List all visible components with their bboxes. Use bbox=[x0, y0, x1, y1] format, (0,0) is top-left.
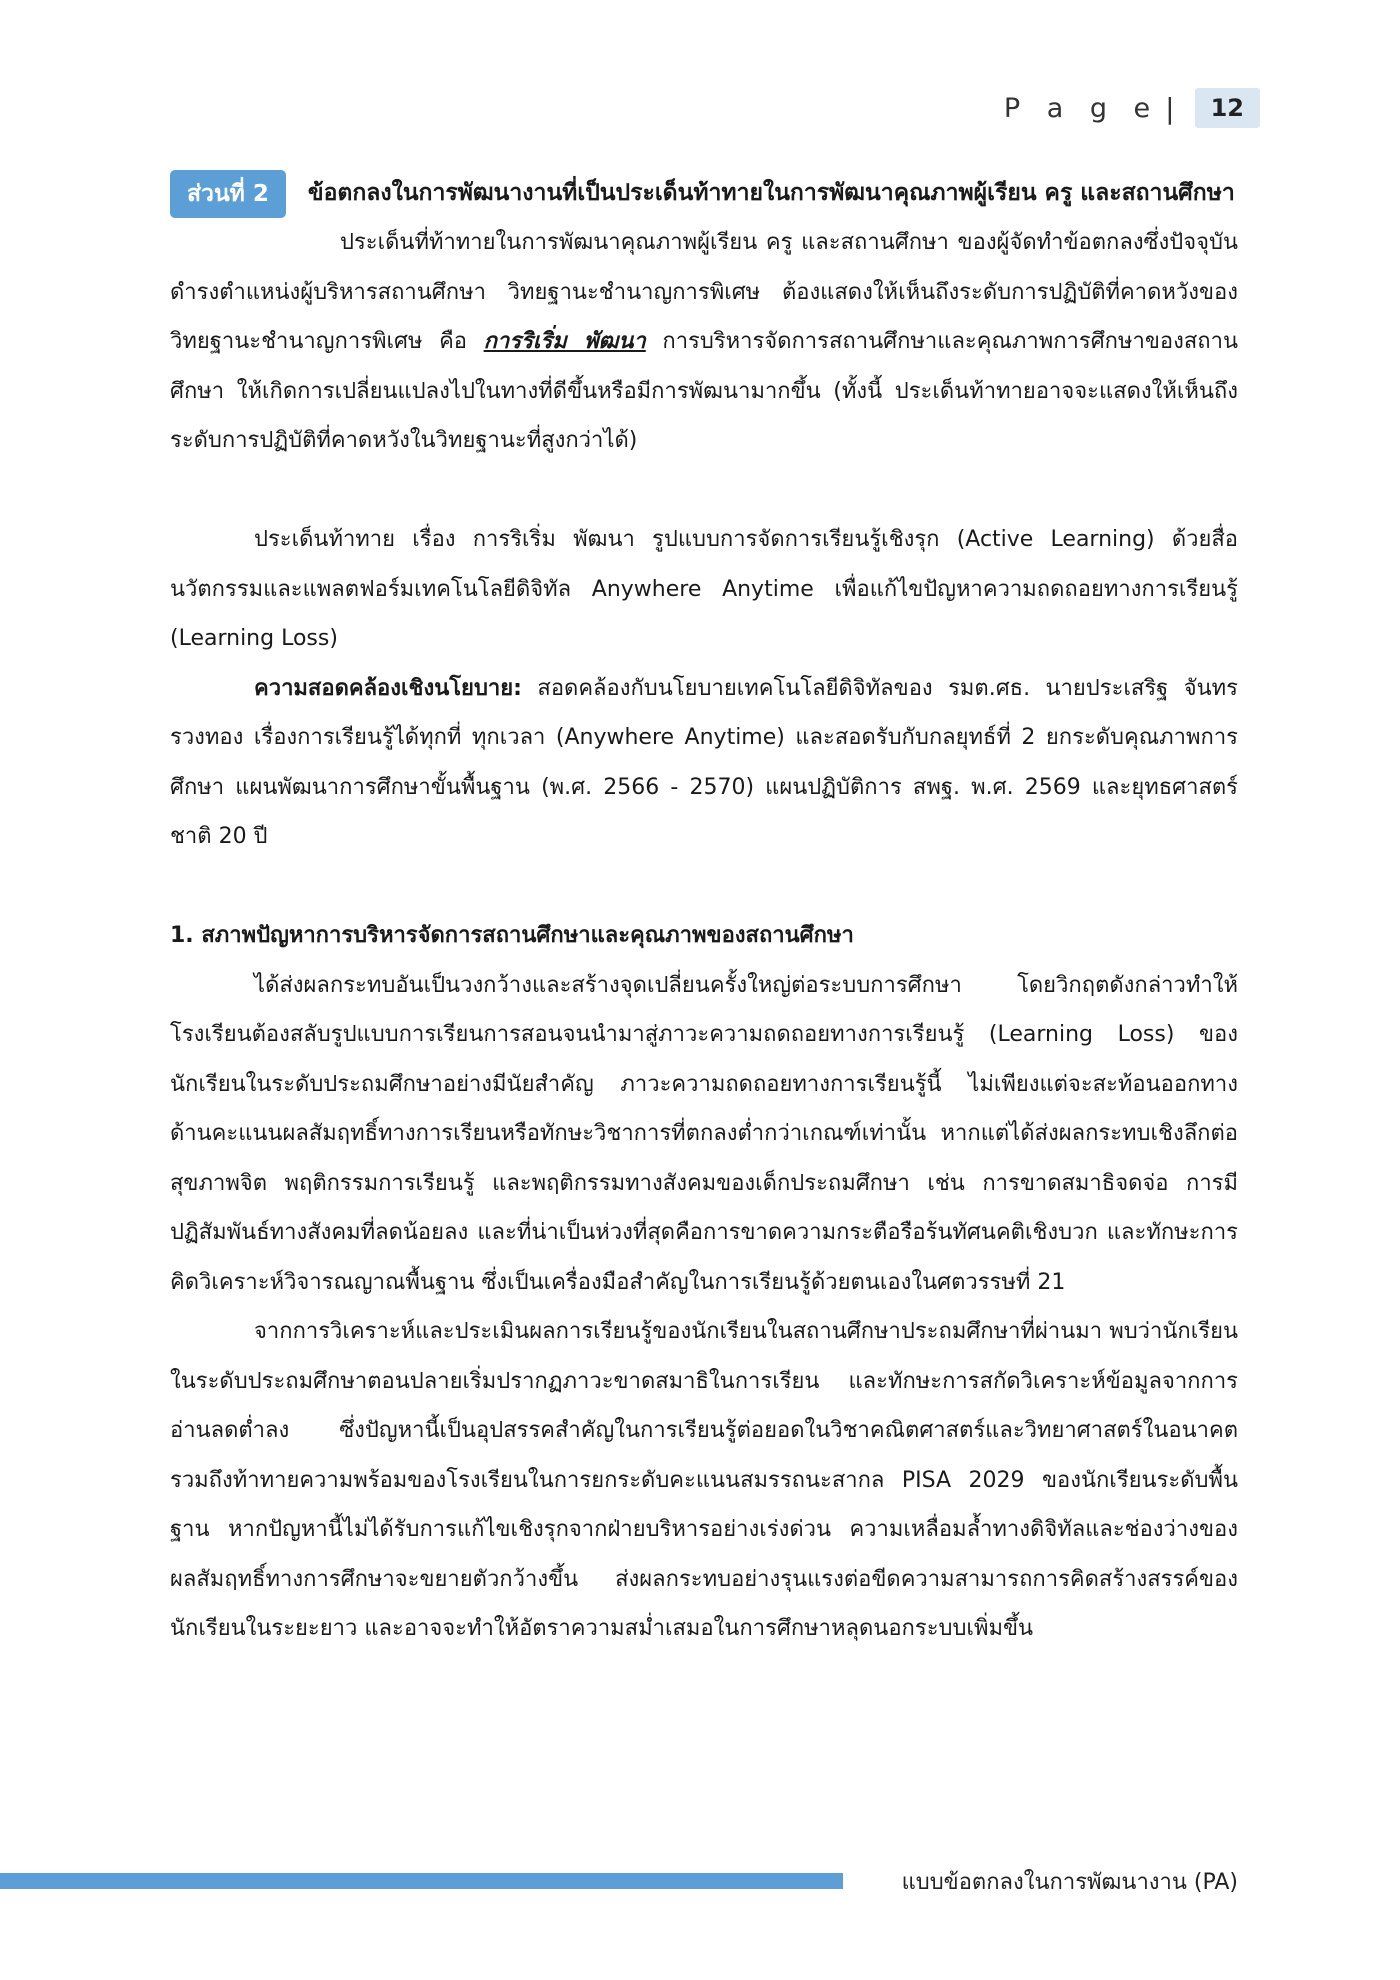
section-title: ข้อตกลงในการพัฒนางานที่เป็นประเด็นท้าทายในการพัฒนาคุณภาพผู้เรียน ครู และสถานศึกษา bbox=[307, 180, 1235, 206]
document-body bbox=[170, 168, 1238, 1654]
intro-text-end: การบริหารจัดการสถานศึกษาและคุณภาพการศึกษาของสถานศึกษา ให้เกิดการเปลี่ยนแปลงไปในทางที่ดีขึ้นหรือมีการพัฒนามากขึ้น (ทั้งนี้ ประเด็นท้าทายอาจจะแสดงให้เห็นถึงระดับการปฏิบัติที่คาดหวังในวิทยฐานะที่สูงกว่าได้) bbox=[170, 329, 1238, 453]
spacer bbox=[170, 862, 1238, 912]
page-separator: | bbox=[1165, 91, 1175, 125]
section-badge: ส่วนที่ 2 bbox=[170, 170, 286, 218]
footer-title: แบบข้อตกลงในการพัฒนางาน (PA) bbox=[901, 1870, 1238, 1895]
policy-paragraph bbox=[170, 664, 1238, 862]
problem-heading: 1. สภาพปัญหาการบริหารจัดการสถานศึกษาและคุณภาพของสถานศึกษา bbox=[170, 923, 854, 948]
intro-emphasis: การริเริ่ม พัฒนา bbox=[483, 329, 646, 354]
problem-paragraph-2: จากการวิเคราะห์และประเมินผลการเรียนรู้ของนักเรียนในสถานศึกษาประถมศึกษาที่ผ่านมา พบว่านักเรียนในระดับประถมศึกษาตอนปลายเริ่มปรากฏภาวะขาดสมาธิในการเรียน และทักษะการสกัดวิเคราะห์ข้อมูลจากการอ่านลดต่ำลง ซึ่งปัญหานี้เป็นอุปสรรคสำคัญในการเรียนรู้ต่อยอดในวิชาคณิตศาสตร์และวิทยาศาสตร์ในอนาคต รวมถึงท้าทายความพร้อมของโรงเรียนในการยกระดับคะแนนสมรรถนะสากล PISA 2029 ของนักเรียนระดับพื้นฐาน หากปัญหานี้ไม่ได้รับการแก้ไขเชิงรุกจากฝ่ายบริหารอย่างเร่งด่วน ความเหลื่อมล้ำทางดิจิทัลและช่องว่างของผลสัมฤทธิ์ทางการศึกษาจะขยายตัวกว้างขึ้น ส่งผลกระทบอย่างรุนแรงต่อขีดความสามารถการคิดสร้างสรรค์ของนักเรียนในระยะยาว และอาจจะทำให้อัตราความสม่ำเสมอในการศึกษาหลุดนอกระบบเพิ่มขึ้น bbox=[170, 1319, 1238, 1641]
policy-label: ความสอดคล้องเชิงนโยบาย: bbox=[254, 675, 522, 701]
spacer bbox=[170, 466, 1238, 516]
intro-paragraph bbox=[170, 218, 1238, 466]
policy-text: สอดคล้องกับนโยบายเทคโนโลยีดิจิทัลของ รมต.ศธ. นายประเสริฐ จันทรรวงทอง เรื่องการเรียนรู้ได้ทุกที่ ทุกเวลา (Anywhere Anytime) และสอดรับกับกลยุทธ์ที่ 2 ยกระดับคุณภาพการศึกษา แผนพัฒนาการศึกษาขั้นพื้นฐาน (พ.ศ. 2566 - 2570) แผนปฏิบัติการ สพฐ. พ.ศ. 2569 และยุทธศาสตร์ชาติ 20 ปี bbox=[170, 675, 1238, 849]
page-label: P a g e bbox=[1003, 92, 1160, 124]
intro-text-start: ประเด็นที่ท้าทายในการพัฒนาคุณภาพผู้เรียน ครู และสถานศึกษา ของผู้จัดทำข้อตกลงซึ่งปัจจุบันดำรงตำแหน่งผู้บริหารสถานศึกษา วิทยฐานะชำนาญการพิเศษ ต้องแสดงให้เห็นถึงระดับการปฏิบัติที่คาดหวังของวิทยฐานะชำนาญการพิเศษ คือ bbox=[170, 230, 1238, 354]
page-header bbox=[1004, 88, 1260, 128]
footer-accent-bar bbox=[0, 1873, 843, 1889]
page-number: 12 bbox=[1195, 88, 1260, 128]
section-heading bbox=[170, 168, 1238, 218]
problem-paragraph-1: ได้ส่งผลกระทบอันเป็นวงกว้างและสร้างจุดเปลี่ยนครั้งใหญ่ต่อระบบการศึกษา โดยวิกฤตดังกล่าวทำให้โรงเรียนต้องสลับรูปแบบการเรียนการสอนจนนำมาสู่ภาวะความถดถอยทางการเรียนรู้ (Learning Loss) ของนักเรียนในระดับประถมศึกษาอย่างมีนัยสำคัญ ภาวะความถดถอยทางการเรียนรู้นี้ ไม่เพียงแต่จะสะท้อนออกทางด้านคะแนนผลสัมฤทธิ์ทางการเรียนหรือทักษะวิชาการที่ตกลงต่ำกว่าเกณฑ์เท่านั้น หากแต่ได้ส่งผลกระทบเชิงลึกต่อสุขภาพจิต พฤติกรรมการเรียนรู้ และพฤติกรรมทางสังคมของเด็กประถมศึกษา เช่น การขาดสมาธิจดจ่อ การมีปฏิสัมพันธ์ทางสังคมที่ลดน้อยลง และที่น่าเป็นห่วงที่สุดคือการขาดความกระตือรือร้นทัศนคติเชิงบวก และทักษะการคิดวิเคราะห์วิจารณญาณพื้นฐาน ซึ่งเป็นเครื่องมือสำคัญในการเรียนรู้ด้วยตนเองในศตวรรษที่ 21 bbox=[170, 972, 1238, 1295]
challenge-paragraph: ประเด็นท้าทาย เรื่อง การริเริ่ม พัฒนา รูปแบบการจัดการเรียนรู้เชิงรุก (Active Learning) ด้วยสื่อนวัตกรรมและแพลตฟอร์มเทคโนโลยีดิจิทัล Anywhere Anytime เพื่อแก้ไขปัญหาความถดถอยทางการเรียนรู้ (Learning Loss) bbox=[170, 527, 1238, 651]
